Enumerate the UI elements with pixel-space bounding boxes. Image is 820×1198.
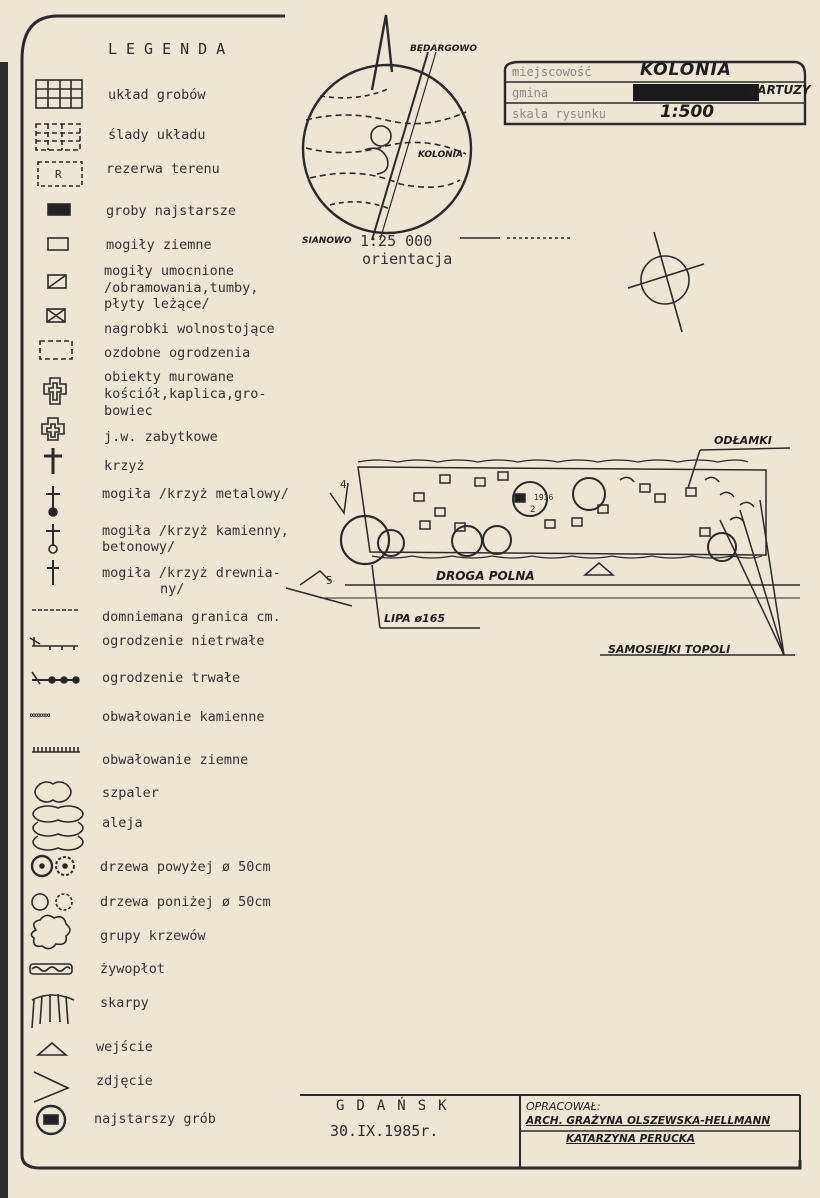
legend-item-reinforced-3: płyty leżące/ — [104, 296, 210, 312]
legend-item-photo: zdjęcie — [96, 1073, 153, 1089]
legend-item-grave-trace: ślady układu — [108, 127, 206, 143]
legend-item-shrubs: grupy krzewów — [100, 928, 206, 944]
legend-item-small-tree: drzewa poniżej ø 50cm — [100, 894, 271, 910]
author-2: KATARZYNA PERUCKA — [566, 1133, 696, 1145]
plan-label-road: DROGA POLNA — [436, 569, 535, 583]
map-label-south: SIANOWO — [302, 236, 352, 246]
legend-item-oldest-graves: groby najstarsze — [106, 203, 237, 219]
legend-item-large-tree: drzewa powyżej ø 50cm — [100, 859, 271, 875]
legend-item-reinforced-2: /obramowania,tumby, — [104, 280, 259, 296]
map-label-north: BĘDARGOWO — [410, 44, 477, 54]
legend-item-stone-cross: mogiła /krzyż kamienny, — [102, 523, 289, 539]
legend-item-fence: ozdobne ogrodzenia — [104, 345, 251, 361]
plan-grave-num: 2 — [530, 505, 536, 515]
legend-item-reinforced: mogiły umocnione — [104, 263, 235, 279]
plan-label-poplars: SAMOSIEJKI TOPOLI — [608, 643, 731, 656]
legend-item-temp-fence: ogrodzenie nietrwałe — [102, 633, 265, 649]
prepared-label: OPRACOWAŁ: — [526, 1100, 601, 1113]
plan-ref-5: 5 — [326, 574, 333, 587]
legend-item-wooden-cross-2: ny/ — [160, 581, 185, 597]
legend-item-grave-grid: układ grobów — [108, 87, 206, 103]
legend-item-wooden-cross: mogiła /krzyż drewnia- — [102, 565, 281, 581]
legend-item-perm-fence: ogrodzenie trwałe — [102, 670, 241, 686]
map-label-center: KOLONIA — [418, 150, 463, 160]
plan-label-linden: LIPA ø165 — [384, 612, 446, 625]
legend-item-avenue: aleja — [102, 815, 143, 831]
legend-item-historic: j.w. zabytkowe — [104, 429, 218, 445]
legend-item-tree-row: szpaler — [102, 785, 159, 801]
legend-item-masonry-3: bowiec — [104, 403, 153, 419]
orientation-caption: orientacja — [362, 250, 453, 268]
legend-item-boundary: domniemana granica cm. — [102, 609, 281, 625]
legend-item-oldest-grave: najstarszy grób — [94, 1111, 216, 1127]
legend-item-entrance: wejście — [96, 1039, 153, 1055]
legend-item-masonry: obiekty murowane — [104, 369, 235, 385]
legend-title: LEGENDA — [108, 40, 235, 58]
legend-item-earth-graves: mogiły ziemne — [106, 237, 212, 253]
author-1: ARCH. GRAŻYNA OLSZEWSKA-HELLMANN — [526, 1115, 771, 1127]
legend-item-standing: nagrobki wolnostojące — [104, 321, 275, 337]
stone-embankment-icon: ∞∞∞∞ — [30, 711, 50, 721]
grave-grid-icon — [36, 80, 82, 108]
plan-grave-year: 1936 — [534, 493, 554, 502]
legend-item-earth-embank: obwałowanie ziemne — [102, 752, 249, 768]
orientation-scale: 1:25 000 — [360, 232, 433, 250]
gmina-label: gmina — [512, 86, 549, 100]
plan-ref-4: 4 — [340, 478, 347, 491]
legend-item-stone-cross-2: betonowy/ — [102, 539, 176, 555]
place-value: KOLONIA — [640, 60, 732, 80]
legend-item-reserve: rezerwa terenu — [106, 161, 220, 177]
legend-item-cross: krzyż — [104, 458, 145, 474]
legend-item-hedge: żywopłot — [100, 961, 166, 977]
gmina-value: KARTUZY — [748, 83, 811, 97]
footer-city: GDAŃSK — [336, 1098, 459, 1114]
plan-label-fragments: ODŁAMKI — [714, 434, 772, 447]
scale-value: 1:500 — [660, 102, 715, 122]
place-label: miejscowość — [512, 65, 592, 79]
legend-item-stone-embank: obwałowanie kamienne — [102, 709, 265, 725]
legend-item-slope: skarpy — [100, 995, 149, 1011]
svg-text:R: R — [55, 168, 62, 181]
north-arrow-icon — [628, 232, 704, 332]
footer-date: 30.IX.1985r. — [330, 1122, 439, 1140]
legend-item-masonry-2: kościół,kaplica,gro- — [104, 386, 267, 402]
scale-label: skala rysunku — [512, 107, 606, 121]
legend-item-metal-cross: mogiła /krzyż metalowy/ — [102, 486, 289, 502]
